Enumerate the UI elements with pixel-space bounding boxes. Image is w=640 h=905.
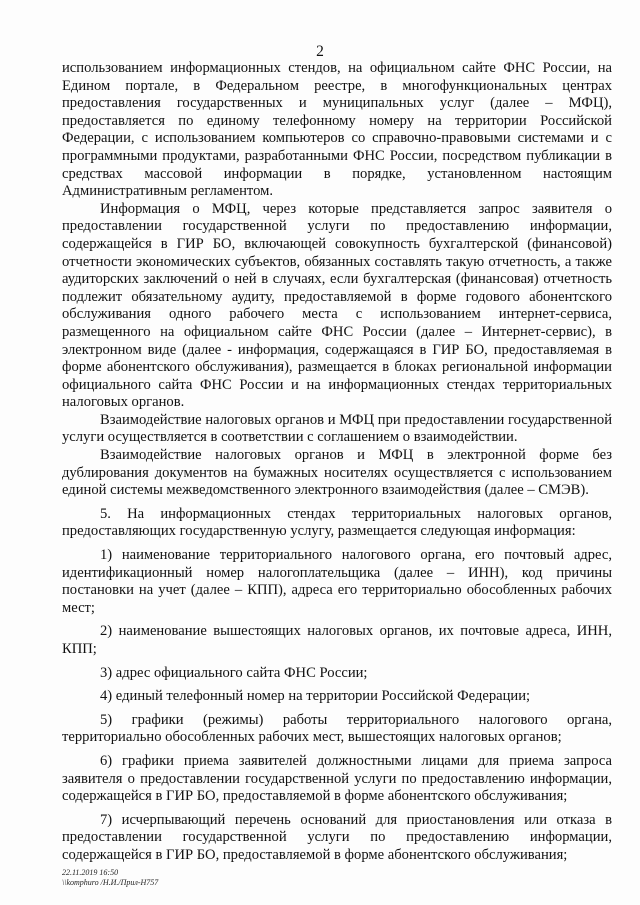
paragraph-interaction-electronic: Взаимодействие налоговых органов и МФЦ в электронной форме без дублирования документов на бумажных носителях осуществляется с использованием единой системы межведомственного электронного взаимодействия (далее – СМЭВ).: [62, 447, 612, 499]
list-item-2: 2) наименование вышестоящих налоговых органов, их почтовые адреса, ИНН, КПП;: [62, 623, 612, 657]
document-body: [62, 60, 612, 865]
list-item-3: 3) адрес официального сайта ФНС России;: [100, 664, 368, 681]
list-item-7: 7) исчерпывающий перечень оснований для приостановления или отказа в предоставлении государственной услуги по предоставлению информации, содержащейся в ГИР БО, предоставляемой в форме абонентского обслуживания;: [62, 811, 612, 863]
print-footer: [62, 868, 158, 888]
list-item-1: 1) наименование территориального налогового органа, его почтовый адрес, идентификационный номер налогоплательщика (далее – ИНН), код причины постановки на учет (далее – КПП), адреса его территориально обособленных рабочих мест;: [62, 547, 612, 616]
list-item-5: 5) графики (режимы) работы территориального налогового органа, территориально обособленных рабочих мест, вышестоящих налоговых органов;: [62, 711, 612, 746]
page-number: 2: [316, 43, 324, 60]
list-item-6: 6) графики приема заявителей должностными лицами для приема запроса заявителя о предоставлении государственной услуги по предоставлению информации, содержащейся в ГИР БО, предоставляемой в форме абонентского обслуживания;: [62, 752, 612, 805]
paragraph-section-5: 5. На информационных стендах территориальных налоговых органов, предоставляющих государственную услугу, размещается следующая информация:: [62, 505, 612, 540]
footer-file-path: \\komphuro /Н.И./Прил-Н757: [62, 878, 159, 887]
paragraph-interaction-agreement: Взаимодействие налоговых органов и МФЦ при предоставлении государственной услуги осуществляется в соответствии с соглашением о взаимодействии.: [62, 411, 612, 446]
footer-timestamp: 22.11.2019 16:50: [62, 868, 119, 877]
paragraph-continuation: использованием информационных стендов, на официальном сайте ФНС России, на Едином портале, в Федеральном реестре, в многофункциональных центрах предоставления государственных и муниципальных услуг (далее – МФЦ), предоставляется по единому телефонному номеру на территории Российской Федерации, с использованием компьютеров со справочно-правовыми системами и с программными продуктами, разработанными ФНС России, посредством публикации в средствах массовой информации в порядке, установленном настоящим Административным регламентом.: [62, 60, 612, 200]
list-item-4: 4) единый телефонный номер на территории Российской Федерации;: [100, 688, 531, 705]
paragraph-mfc-information: Информация о МФЦ, через которые представляется запрос заявителя о предоставлении государственной услуги по предоставлению информации, содержащейся в ГИР БО, включающей совокупность бухгалтерской (финансовой) отчетности экономических субъектов, обязанных составлять такую отчетность, а также аудиторских заключений о ней в случаях, если бухгалтерская (финансовая) отчетность подлежит обязательному аудиту, предоставляемой в форме годового абонентского обслуживания одного рабочего места с использованием интернет-сервиса, размещенного на официальном сайте ФНС России (далее – Интернет-сервис), в электронном виде (далее - информация, содержащаяся в ГИР БО, предоставляемая в форме абонентского обслуживания), размещается в блоках региональной информации официального сайта ФНС России и на информационных стендах территориальных налоговых органов.: [62, 200, 612, 411]
